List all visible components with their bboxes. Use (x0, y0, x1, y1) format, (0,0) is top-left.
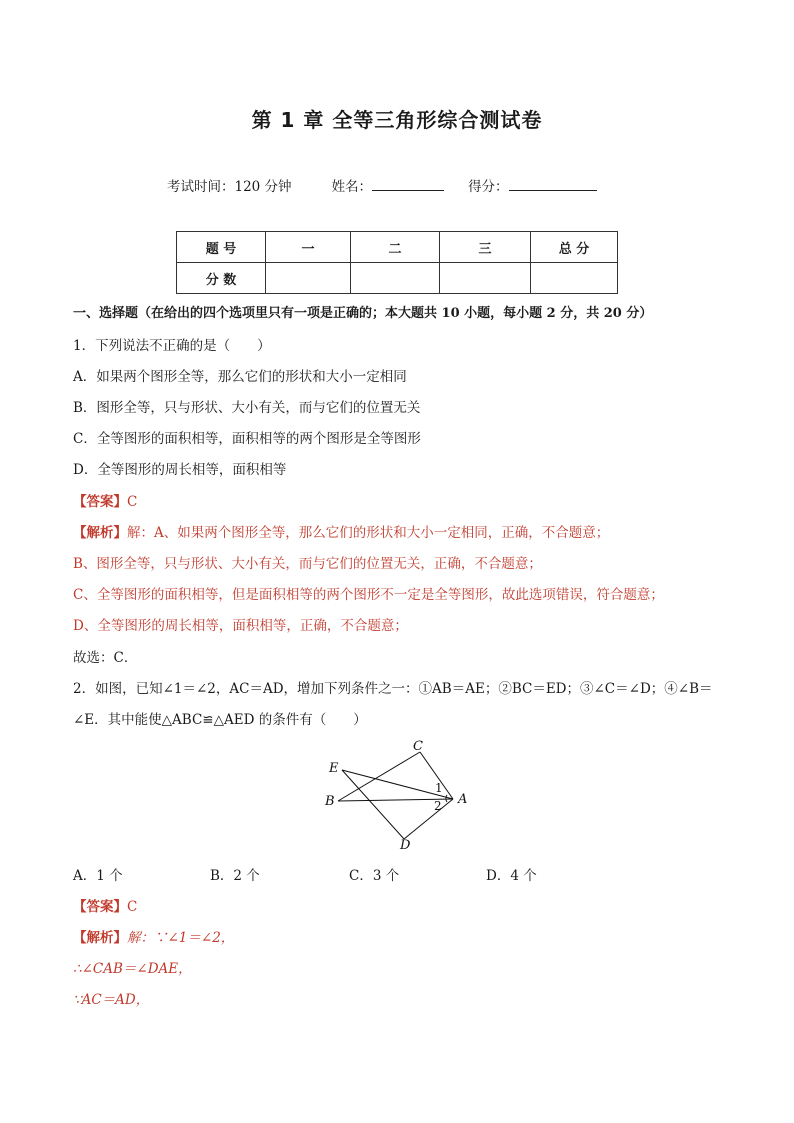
score-table-cell: 分 数 (177, 263, 266, 294)
question-1-option-c: C．全等图形的面积相等，面积相等的两个图形是全等图形 (73, 431, 421, 447)
question-2-analysis-line (73, 926, 234, 946)
score-table-cell[interactable] (351, 263, 440, 294)
question-2-option-a: A．1 个 (73, 868, 123, 884)
question-2-stem-line2: ∠E．其中能使△ABC≌△AED 的条件有（ ） (73, 712, 367, 728)
exam-time-label: 考试时间：120 分钟 (167, 179, 292, 195)
question-2-analysis-line: ∵AC＝AD， (73, 992, 150, 1008)
analysis-tag: 【解析】 (73, 930, 127, 946)
angle-arc (446, 795, 447, 802)
label-a: A (458, 792, 468, 807)
answer-value: C (127, 899, 138, 915)
score-table-score-row (177, 263, 618, 294)
name-label: 姓名： (331, 179, 373, 195)
question-1-option-a: A．如果两个图形全等，那么它们的形状和大小一定相同 (73, 369, 407, 385)
question-1-analysis-line: B、图形全等，只与形状、大小有关，而与它们的位置无关，正确，不合题意； (73, 556, 542, 572)
score-table-cell[interactable] (440, 263, 531, 294)
question-2-option-d: D．4 个 (486, 868, 537, 884)
answer-tag: 【答案】 (73, 899, 127, 915)
label-e: E (329, 761, 339, 776)
geometry-figure (320, 735, 480, 855)
page-title: 第 1 章 全等三角形综合测试卷 (251, 108, 543, 132)
question-1-analysis-line (73, 521, 609, 541)
question-2-answer (73, 895, 137, 915)
exam-info-row (167, 175, 597, 195)
question-1-analysis-line: C、全等图形的面积相等，但是面积相等的两个图形不一定是全等图形，故此选项错误，符合题意； (73, 587, 664, 603)
answer-tag: 【答案】 (73, 494, 127, 510)
label-d: D (400, 838, 411, 853)
question-1-answer (73, 490, 137, 510)
name-blank[interactable] (372, 176, 444, 191)
answer-value: C (127, 494, 138, 510)
segment-da (404, 799, 453, 839)
score-table-cell[interactable] (266, 263, 351, 294)
question-1-option-d: D．全等图形的周长相等，面积相等 (73, 462, 287, 478)
label-b: B (325, 794, 335, 809)
question-1-option-b: B．图形全等，只与形状、大小有关，而与它们的位置无关 (73, 400, 421, 416)
segment-bc (338, 752, 420, 801)
question-2-analysis-line: ∴∠CAB＝∠DAE， (73, 961, 192, 977)
analysis-text: 解：A、如果两个图形全等，那么它们的形状和大小一定相同，正确，不合题意； (127, 525, 610, 541)
label-c: C (413, 739, 423, 754)
score-table-cell: 三 (440, 232, 531, 263)
label-angle-1: 1 (435, 781, 443, 795)
question-1-analysis-line: D、全等图形的周长相等，面积相等，正确，不合题意； (73, 618, 408, 634)
score-table (176, 231, 618, 294)
label-angle-2: 2 (434, 799, 442, 813)
score-blank[interactable] (509, 176, 597, 191)
score-label: 得分： (468, 179, 509, 195)
section-heading: 一、选择题（在给出的四个选项里只有一项是正确的；本大题共 10 小题，每小题 2 分，共 20 分） (73, 306, 653, 321)
analysis-text: 解：∵∠1＝∠2， (127, 930, 235, 946)
question-1-stem: 1．下列说法不正确的是（ ） (73, 338, 271, 354)
analysis-tag: 【解析】 (73, 525, 127, 541)
question-1-conclusion: 故选：C． (73, 650, 138, 666)
question-2-option-c: C．3 个 (349, 868, 400, 884)
score-table-cell[interactable] (531, 263, 618, 294)
score-table-cell: 二 (351, 232, 440, 263)
question-2-option-b: B．2 个 (210, 868, 260, 884)
score-table-header-row (177, 232, 618, 263)
score-table-cell: 一 (266, 232, 351, 263)
score-table-cell: 总 分 (531, 232, 618, 263)
score-table-cell: 题 号 (177, 232, 266, 263)
figure-lines (338, 752, 453, 839)
question-2-stem-line1: 2．如图，已知∠1＝∠2，AC＝AD，增加下列条件之一：①AB＝AE；②BC＝ED；③∠C＝∠D；④∠B＝ (73, 681, 713, 697)
